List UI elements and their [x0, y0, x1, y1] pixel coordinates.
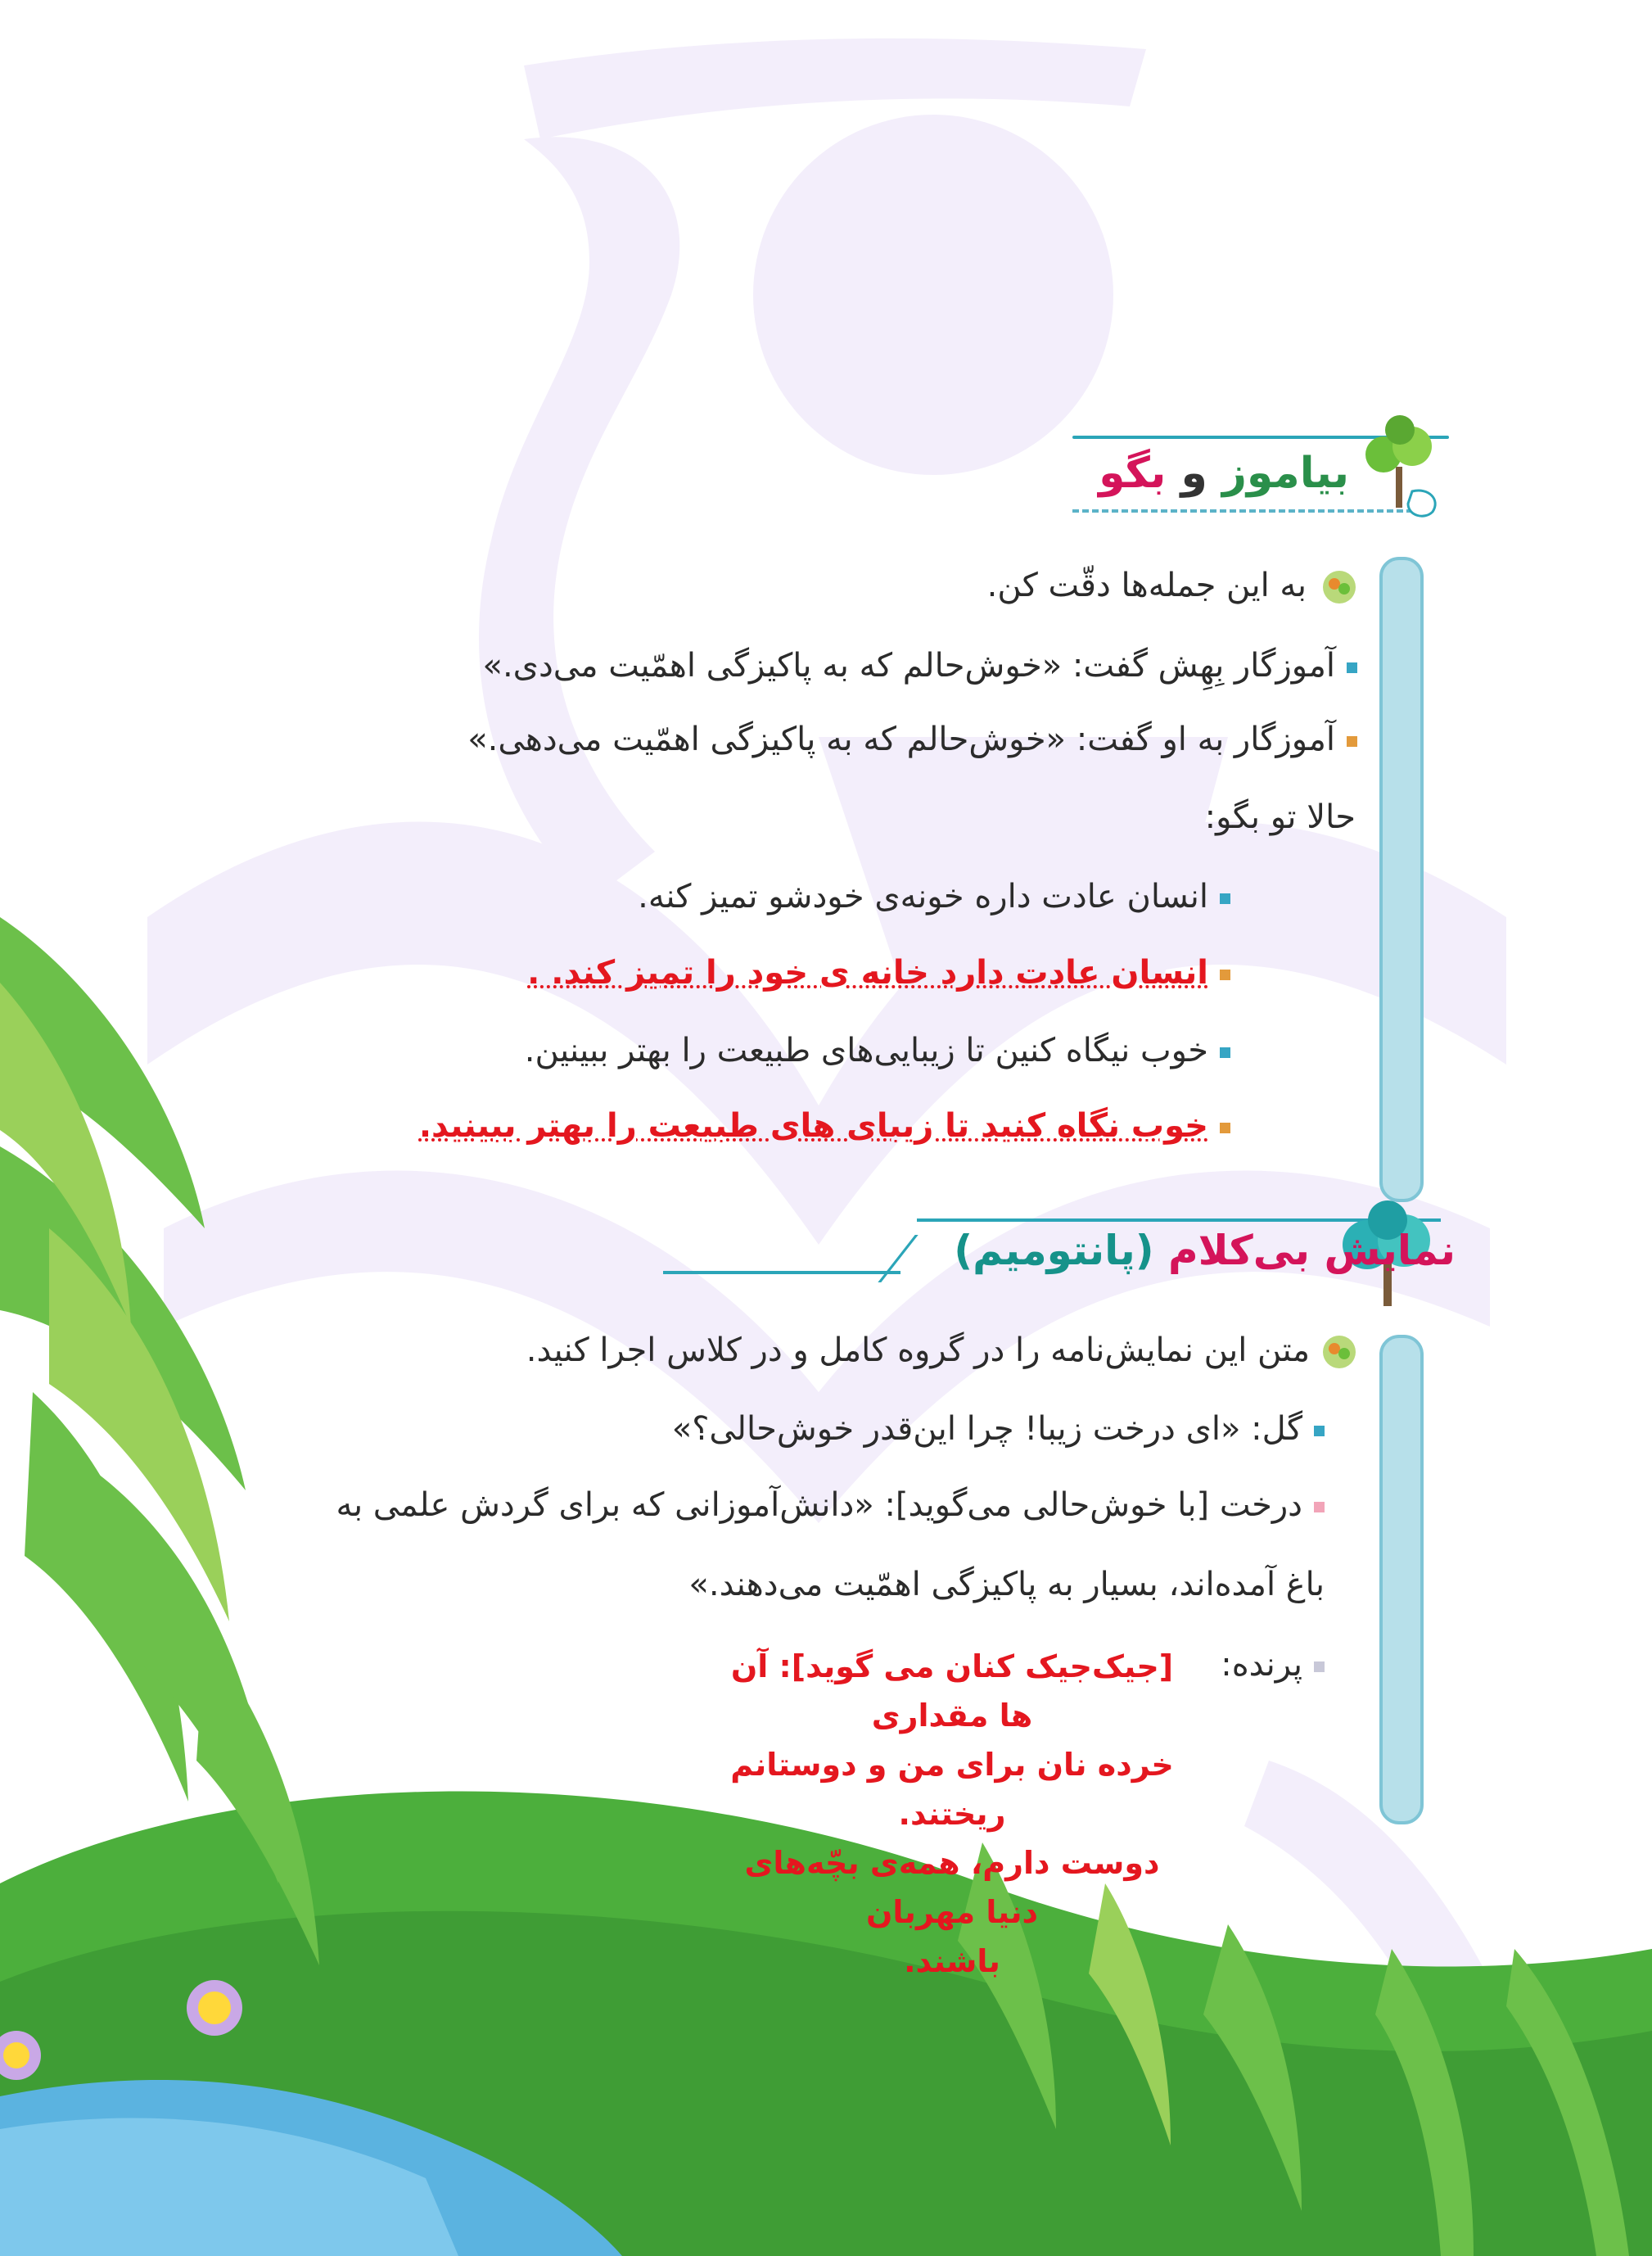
- section1-title-part2: بگو: [1099, 449, 1167, 498]
- section2-instruction: متن این نمایش‌نامه را در گروه کامل و در کلاس اجرا کنید.: [526, 1331, 1357, 1370]
- section1-instruction: به این جمله‌ها دقّت کن.: [987, 567, 1357, 605]
- section2-title-part2: (پانتومیم): [954, 1227, 1154, 1274]
- section1-title-part1: بیاموز: [1221, 449, 1349, 498]
- bullet-icon: [1347, 736, 1357, 747]
- section2-title-part1: نمایش بی‌کلام: [1168, 1227, 1456, 1274]
- bullet-icon: [1314, 1426, 1325, 1436]
- tree-icon: [1351, 409, 1449, 524]
- bullet-icon: [1314, 1502, 1325, 1512]
- section2-title: [954, 1227, 1456, 1274]
- section1-side-bar: [1379, 557, 1424, 1202]
- play-line-1: گل: «ای درخت زیبا! چرا این‌قدر خوش‌حالی؟»: [672, 1410, 1325, 1448]
- question-line-2: خوب نیگاه کنین تا زیبایی‌های طبیعت را بهتر ببینین.: [525, 1032, 1230, 1069]
- section1-title-joiner: و: [1180, 449, 1207, 498]
- flower-emblem-icon: [1321, 569, 1357, 605]
- example-line-1: آموزگار بِهِش گفت: «خوش‌حالم که به پاکیزگی اهمّیت می‌دی.»: [482, 647, 1357, 685]
- play-line-2b: باغ آمده‌اند، بسیار به پاکیزگی اهمّیت می‌دهند.»: [688, 1566, 1325, 1603]
- bird-answer: [جیک‌جیک کنان می گوید]: آن ها مقداری خرده نان برای من و دوستانم ریختند. دوست دارم، همه‌ی بچّه‌های دنیا مهربان باشند.: [730, 1648, 1174, 1979]
- section1-prompt: حالا تو بگو:: [1204, 798, 1356, 836]
- section1-title: [1099, 449, 1349, 498]
- bullet-icon: [1347, 662, 1357, 673]
- bullet-icon: [1220, 1123, 1230, 1133]
- question-line-1: انسان عادت داره خونه‌ی خودشو تمیز کنه.: [638, 878, 1230, 916]
- play-line-2a: درخت [با خوش‌حالی می‌گوید]: «دانش‌آموزانی که برای گردش علمی به: [336, 1486, 1325, 1524]
- play-line-3-label: پرنده:: [1221, 1646, 1325, 1684]
- answer-line-2: خوب نگاه کنید تا زیبای های طبیعت را بهتر ببینید.: [419, 1107, 1230, 1145]
- answer-line-1: انسان عادت دارد خانه ی خود را تمیز کند. .: [527, 954, 1230, 992]
- example-line-2: آموزگار به او گفت: «خوش‌حالم که به پاکیزگی اهمّیت می‌دهی.»: [467, 721, 1357, 758]
- flower-emblem-icon: [1321, 1334, 1357, 1370]
- bullet-icon: [1220, 970, 1230, 980]
- bullet-icon: [1220, 1047, 1230, 1058]
- bullet-icon: [1220, 893, 1230, 904]
- header2-bottom-line: [663, 1271, 900, 1274]
- section2-side-bar: [1379, 1335, 1424, 1824]
- bullet-icon: [1314, 1661, 1325, 1672]
